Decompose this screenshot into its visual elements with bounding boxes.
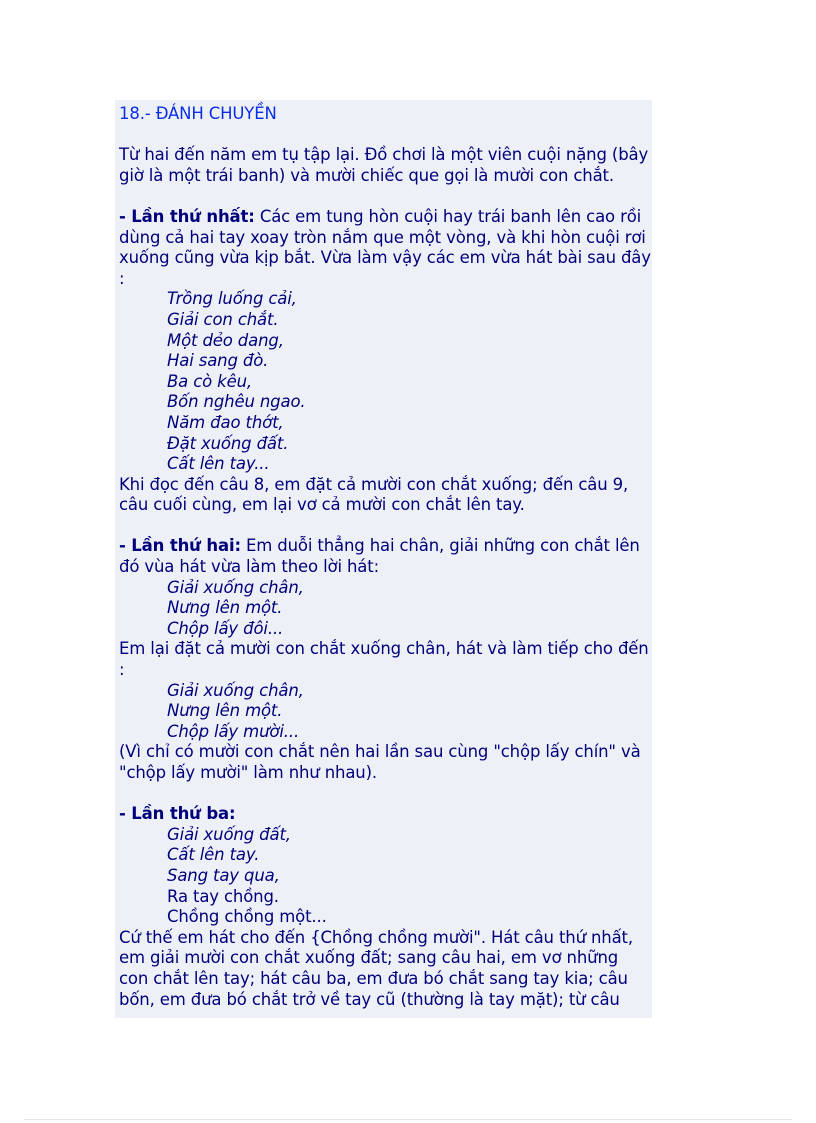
page-title: 18.- ĐÁNH CHUYỀN [119,104,277,123]
verse-line: Một dẻo dang, [167,330,284,350]
verse-line: Cất lên tay... [167,454,270,474]
verse-line: Sang tay qua, [167,865,280,885]
verse-line: Ra tay chồng. [167,886,279,906]
document-body [119,104,651,1010]
verse-line: Đặt xuống đất. [167,433,289,453]
verse-line: Giải xuống đất, [167,824,291,844]
section-1-text: Các em tung hòn cuội hay trái banh lên cao rồi dùng cả hai tay xoay tròn nắm que một vòng, và khi hòn cuội rơi xuống cũng vừa kịp bắt. Vừa làm vậy các em vừa hát bài sau đây : [119,206,651,288]
verse-line: Hai sang đò. [167,351,269,371]
section-2-paragraph [119,536,651,577]
intro-paragraph: Từ hai đến năm em tụ tập lại. Đồ chơi là một viên cuội nặng (bây giờ là một trái banh) và mười chiếc que gọi là mười con chắt. [119,145,649,185]
verse-line: Nưng lên một. [167,701,283,721]
section-2-text: Em duỗi thẳng hai chân, giải những con chắt lên đó vùa hát vừa làm theo lời hát: [119,536,640,577]
section-3-label: - Lần thứ ba: [119,804,236,824]
verse-line: Năm đao thớt, [167,412,284,432]
section-1-label: - Lần thứ nhất: [119,206,255,226]
verse-line: Trồng luống cải, [167,289,297,309]
section-2-after: (Vì chỉ có mười con chắt nên hai lần sau cùng "chộp lấy chín" và "chộp lấy mười" làm như nhau). [119,742,641,782]
section-1-paragraph [119,207,651,289]
section-3-after: Cứ thế em hát cho đến {Chồng chồng mười". Hát câu thứ nhất, em giải mười con chắt xuống đất; sang câu hai, em vơ những con chắt lên tay; hát câu ba, em đưa bó chắt sang tay kia; câu bốn, em đưa bó chắt trở về tay cũ (thường là tay mặt); từ câu [119,927,633,1009]
section-2-label: - Lần thứ hai: [119,536,241,556]
verse-line: Chộp lấy đôi... [167,618,284,638]
verse-line: Giải con chắt. [167,309,279,329]
verse-line: Giải xuống chân, [167,577,304,597]
verse-line: Bốn nghêu ngao. [167,392,306,412]
verse-line: Chộp lấy mười... [167,721,300,741]
page-divider [24,1119,792,1120]
section-2-middle: Em lại đặt cả mười con chắt xuống chân, hát và làm tiếp cho đến : [119,639,649,680]
verse-line: Nưng lên một. [167,598,283,618]
verse-line: Chồng chồng một... [167,907,327,927]
verse-line: Giải xuống chân, [167,680,304,700]
section-1-after: Khi đọc đến câu 8, em đặt cả mười con chắt xuống; đến câu 9, câu cuối cùng, em lại vơ cả mười con chắt lên tay. [119,474,629,515]
verse-line: Cất lên tay. [167,845,260,865]
verse-line: Ba cò kêu, [167,371,252,391]
